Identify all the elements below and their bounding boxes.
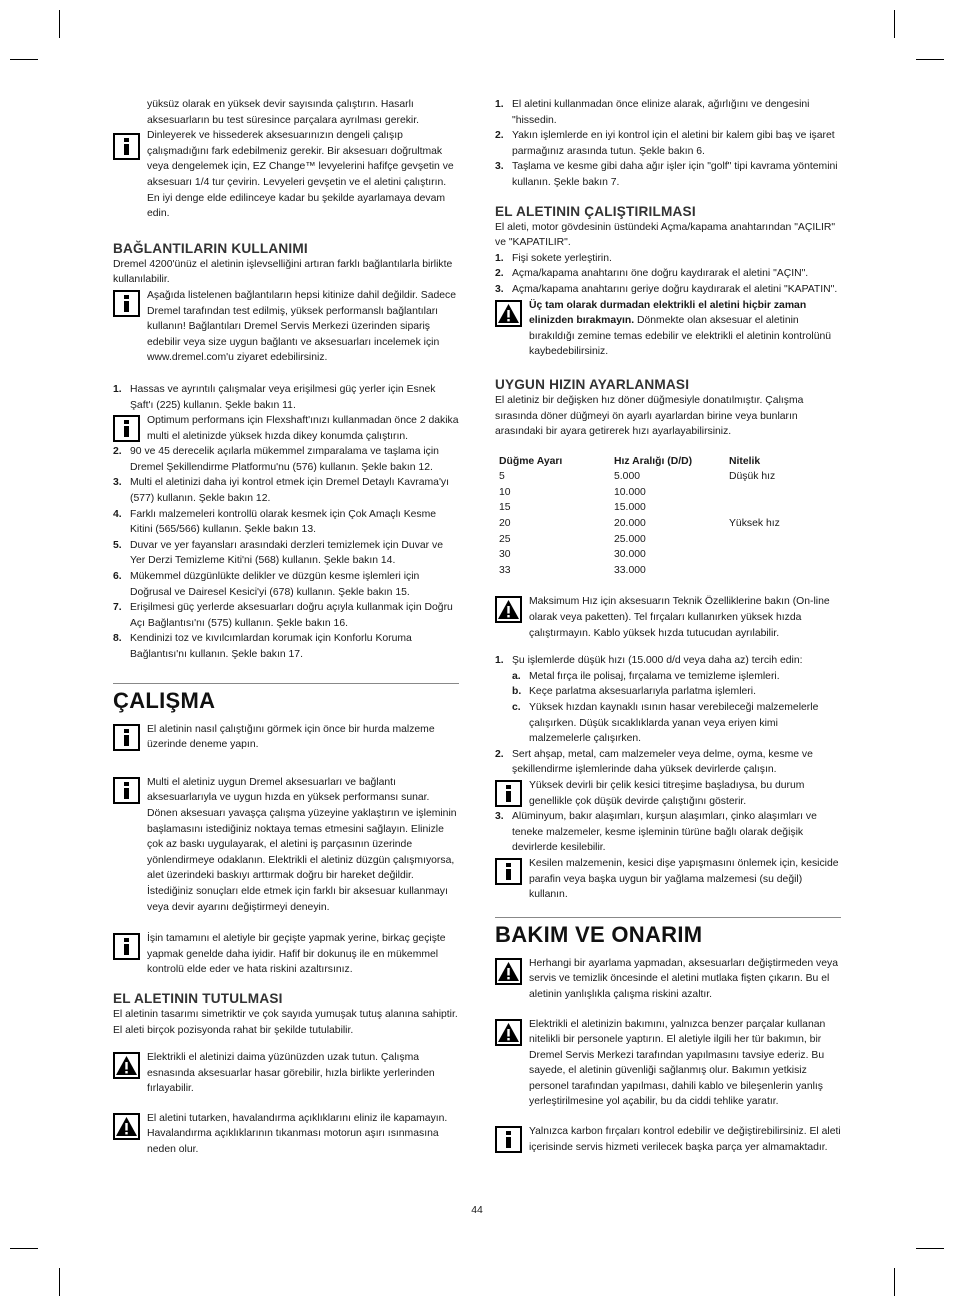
item-number: 3. — [495, 811, 504, 823]
table-cell: 5 — [499, 471, 505, 483]
table-cell: 30 — [499, 549, 511, 561]
info-icon — [113, 933, 140, 960]
list-item — [495, 97, 841, 128]
attachments-info-text: Aşağıda listelenen bağlantıların hepsi kitinize dahil değildir. Sadece Dremel tarafından test edilmiş, yüksek performanslı bağlantıları kullanın! Bağlantıları Dremel Servis Merkezi üzerinden sipariş edebilir veya size uygun bağlantı ve aksesuarları incelemek için www.dremel.com'u ziyaret edebilirsiniz. — [147, 289, 457, 364]
item-number: 3. — [495, 161, 504, 173]
table-row — [495, 500, 841, 516]
list-item — [495, 251, 841, 267]
item-number: 4. — [113, 508, 122, 520]
item-text: Metal fırça ile polisaj, fırçalama ve temizleme işlemleri. — [529, 670, 780, 682]
info-block — [113, 722, 459, 753]
sub-list-item — [495, 669, 841, 685]
info-block — [495, 856, 841, 903]
warning-icon — [495, 300, 522, 327]
item-text: Duvar ve yer fayansları arasındaki derzleri temizlemek için Duvar ve Yer Derzi Temizleme Kiti'ni (568) kullanın. Şekle bakın 14. — [130, 539, 443, 567]
item-number: 1. — [495, 99, 504, 110]
table-cell — [725, 563, 841, 579]
item-number: 3. — [113, 477, 122, 489]
item-text: Keçe parlatma aksesuarlarıyla parlatma işlemleri. — [529, 686, 756, 698]
table-cell — [725, 500, 841, 516]
table-cell: 15.000 — [614, 502, 646, 514]
item-text: Multi el aletinizi daha iyi kontrol etmek için Dremel Detaylı Kavrama'yı (577) kullanın. Şekle bakın 12. — [130, 477, 450, 505]
sub-list-item — [495, 700, 841, 747]
table-header: Nitelik — [729, 455, 761, 467]
list-item — [113, 382, 459, 413]
info-icon — [113, 724, 140, 751]
warning-block — [495, 594, 841, 641]
list-item — [495, 747, 841, 778]
table-cell: 25.000 — [614, 533, 646, 545]
item-text: Erişilmesi güç yerlerde aksesuarları doğru açıyla kullanmak için Doğru Açı Bağlantısı'nı (575) kullanın. Şekle bakın 16. — [130, 602, 453, 629]
warning-icon — [113, 1052, 140, 1079]
item-number: 7. — [113, 602, 122, 614]
item-letter: b. — [512, 686, 522, 698]
item-text: Alüminyum, bakır alaşımları, kurşun alaşımları, çinko alaşımları ve teneke malzemeler, kesme işleminin türüne bağlı olarak değişik devirlerde kesilebilir. — [512, 811, 817, 854]
item-text: Kendinizi toz ve kıvılcımlardan korumak için Konforlu Koruma Bağlantısı'nı kullanın. Şekle bakın 17. — [130, 633, 412, 660]
start-heading: EL ALETININ ÇALIŞTIRILMASI — [495, 203, 696, 219]
crop-mark — [59, 1268, 60, 1296]
speed-list — [495, 653, 841, 669]
info-icon — [113, 415, 140, 442]
warning-block — [495, 956, 841, 1003]
warning-icon — [495, 958, 522, 985]
info-block — [113, 931, 459, 978]
left-column — [113, 97, 459, 1158]
item-text: Şu işlemlerde düşük hızı (15.000 d/d veya daha az) tercih edin: — [512, 655, 803, 667]
info-block — [495, 1124, 841, 1155]
crop-mark — [916, 59, 944, 60]
item-number: 1. — [113, 383, 122, 395]
warning-icon — [495, 1019, 522, 1046]
table-row — [495, 563, 841, 579]
list-item — [495, 653, 841, 669]
start-list — [495, 251, 841, 298]
list-item — [495, 128, 841, 159]
maintenance-warning-1: Herhangi bir ayarlama yapmadan, aksesuarları değiştirmeden veya servis ve temizlik öncesinde el aletini mutlaka fişten çıkarın. Bu el aletinin yanlışlıkla çalışma riskini azaltır. — [529, 957, 838, 1000]
item-number: 8. — [113, 633, 122, 645]
list-item — [113, 475, 459, 506]
speed-list-3 — [495, 809, 841, 856]
crop-mark — [10, 59, 38, 60]
item-text: El aletini kullanmadan önce elinize alarak, ağırlığını ve dengesini "hissedin. — [512, 99, 810, 126]
table-cell: Düşük hız — [729, 471, 776, 483]
list-item — [495, 266, 841, 282]
item-number: 2. — [113, 446, 122, 458]
speed-sub-list — [495, 669, 841, 747]
table-cell: 10 — [499, 486, 511, 498]
operation-heading: ÇALIŞMA — [113, 687, 216, 713]
table-row — [495, 532, 841, 548]
crop-mark — [894, 10, 895, 38]
table-row — [495, 516, 841, 532]
start-warning-rest: Dönmekte olan aksesuar el aletinin bırakıldığı zemine temas edebilir ve elektrikli el aletinin kontrolünü kaybedebilirsiniz. — [529, 315, 832, 358]
table-cell: 20.000 — [614, 518, 646, 530]
attachments-list-continued — [113, 444, 459, 662]
maintenance-info: Yalnızca karbon fırçaları kontrol edebilir ve değiştirebilirsiniz. El aleti içerisinde servis hizmeti verilecek başka parça yer almamaktadır. — [529, 1126, 841, 1153]
item-text: Farklı malzemeleri kontrollü olarak kesmek için Çok Amaçlı Kesme Kitini (565/566) kullanın. Şekle bakın 13. — [130, 508, 437, 536]
speed-table — [495, 454, 841, 579]
crop-mark — [10, 1248, 38, 1249]
crop-mark — [916, 1248, 944, 1249]
sub-list-item — [495, 684, 841, 700]
info-block — [113, 775, 459, 915]
table-cell: 20 — [499, 518, 511, 530]
warning-block — [495, 298, 841, 360]
item-text: Yüksek hızdan kaynaklı ısının hasar verebileceği malzemelerle çalışırken. Düşük sıcaklıklarda yanan veya eriyen kimi malzemelerle çalışırken. — [529, 702, 819, 745]
table-cell: 33 — [499, 564, 511, 576]
item-text: 90 ve 45 derecelik açılarla mükemmel zımparalama ve taşlama için Dremel Şekillendirme Platformu'nu (576) kullanın. Şekle bakın 12. — [130, 446, 439, 473]
info-block — [495, 778, 841, 809]
table-cell: 15 — [499, 502, 511, 514]
speed-heading: UYGUN HIZIN AYARLANMASI — [495, 376, 690, 392]
list-item — [495, 282, 841, 298]
holding-text: El aletinin tasarımı simetriktir ve çok sayıda yumuşak tutuş alanına sahiptir. El aleti birçok pozisyonda rahat bir şekilde tutulabilir. — [113, 1008, 458, 1036]
table-cell: 25 — [499, 533, 511, 545]
start-text: El aleti, motor gövdesinin üstündeki Açma/kapama anahtarından "AÇILIR" ve "KAPATILIR". — [495, 221, 836, 249]
item-text: Sert ahşap, metal, cam malzemeler veya delme, oyma, kesme ve şekillendirme işlemlerinde daha yüksek devirlerde çalışın. — [512, 748, 813, 776]
info-icon — [113, 133, 140, 160]
list-item — [495, 159, 841, 190]
item3-info: Kesilen malzemenin, kesici dişe yapışmasını önlemek için, kesicide parafin veya başka uygun bir yağlama malzemesi (su değil) kullanın. — [529, 857, 839, 901]
operation-info-1: El aletinin nasıl çalıştığını görmek için önce bir hurda malzeme üzerinde deneme yapın. — [147, 723, 435, 751]
item-number: 2. — [495, 748, 504, 760]
holding-list — [495, 97, 841, 191]
item-number: 1. — [495, 252, 504, 264]
table-row — [495, 485, 841, 501]
item-letter: a. — [512, 670, 521, 682]
item-number: 2. — [495, 268, 504, 280]
table-cell — [725, 532, 841, 548]
speed-list-2 — [495, 747, 841, 778]
item-text: Hassas ve ayrıntılı çalışmalar veya erişilmesi güç yerler için Esnek Şaft'ı (225) kullanın. Şekle bakın 11. — [130, 383, 436, 411]
list-item — [495, 809, 841, 856]
table-cell: 30.000 — [614, 549, 646, 561]
warning-block — [113, 1050, 459, 1097]
item-text: Açma/kapama anahtarını öne doğru kaydırarak el aletini "AÇIN". — [512, 268, 809, 280]
warning-icon — [113, 1113, 140, 1140]
table-cell — [725, 547, 841, 563]
item-number: 1. — [495, 655, 504, 667]
item-number: 3. — [495, 283, 504, 295]
list-item — [113, 444, 459, 475]
operation-info-3: İşin tamamını el aletiyle bir geçişte yapmak yerine, birkaç geçişte yapmak genelde daha iyidir. Hafif bir dokunuş ile en mükemmel kontrolü elde eder ve hata riskini azaltırsınız. — [147, 933, 446, 976]
holding-warning-1: Elektrikli el aletinizi daima yüzünüzden uzak tutun. Çalışma esnasında aksesuarlar hasar görebilir, hızla birlikte yerlerinden fırlayabilir. — [147, 1052, 435, 1095]
crop-mark — [59, 10, 60, 38]
table-row — [495, 547, 841, 563]
speed-warning: Maksimum Hız için aksesuarın Teknik Özelliklerine bakın (On-line olarak veya paketten). Tel fırçaları kullanırken yüksek hızda çalıştırmayın. Kablo yüksek hızda tutucudan ayrılabilir. — [529, 596, 830, 639]
start-warning-bold: Üç tam olarak durmadan elektrikli el aletini hiçbir zaman elinizden bırakmayın. — [529, 299, 807, 327]
warning-block — [113, 1111, 459, 1158]
right-column — [495, 97, 841, 1155]
list-item — [113, 569, 459, 600]
info-block — [113, 413, 459, 444]
maintenance-warning-2: Elektrikli el aletinizin bakımını, yalnızca benzer parçalar kullanan nitelikli bir personele yaptırın. El aletiyle ilgili her tür bakımın, bir Dremel Servis Merkezi tarafından yapılmasını tavsiye ederiz. Bu sayede, el aletinin güvenliği sağlanmış olur. Bakımın yetkisiz personel tarafından yapılması, dahili kablo ve bileşenlerin yanlış yerleştirilmesine yol açabilir, bu da ciddi tehlike yaratır. — [529, 1018, 826, 1108]
info-icon — [113, 290, 140, 317]
item-text: Yakın işlemlerde en iyi kontrol için el aletini bir kalem gibi baş ve işaret parmağınız arasında tutun. Şekle bakın 6. — [512, 130, 835, 157]
warning-icon — [495, 596, 522, 623]
info-block — [113, 97, 459, 222]
attachments-heading: BAĞLANTILARIN KULLANIMI — [113, 240, 308, 256]
item2-info: Yüksek devirli bir çelik kesici titreşime başladıysa, bu durum genellikle çok düşük devirde çalıştığını gösterir. — [529, 779, 805, 807]
list-item — [113, 538, 459, 569]
item-number: 5. — [113, 539, 122, 551]
maintenance-heading: BAKIM VE ONARIM — [495, 921, 703, 947]
speed-text: El aletiniz bir değişken hız döner düğmesiyle donatılmıştır. Çalışma sırasında döner düğmeyi ön ayarlı ayarlardan birine veya bunların arasındaki bir ayara getirerek hızı ayarlayabilirsiniz. — [495, 394, 804, 438]
table-cell: 5.000 — [614, 471, 641, 483]
table-header: Hız Aralığı (D/D) — [614, 455, 693, 467]
info-icon — [495, 858, 522, 885]
info-icon — [113, 777, 140, 804]
warning-block — [495, 1017, 841, 1111]
page-number: 44 — [471, 1205, 483, 1216]
list-item — [113, 600, 459, 631]
table-cell: 10.000 — [614, 486, 646, 498]
list-item — [113, 507, 459, 538]
item-text: Mükemmel düzgünlükte delikler ve düzgün kesme işlemleri için Doğrusal ve Dairesel Kesici'yi (678) kullanın. Şekle bakın 15. — [130, 571, 420, 598]
item-text: Fişi sokete yerleştirin. — [512, 252, 612, 264]
intro-info-text: yüksüz olarak en yüksek devir sayısında çalıştırın. Hasarlı aksesuarların bu test süresince parçalara ayrılması gerekir. Dinleyerek ve hissederek aksesuarınızın dengeli çalışıp çalışmadığını fark edebilmeniz gerekir. Bir aksesuarı doğrultmak veya dengelemek için, EZ Change™ levyelerini hafifçe gevşetin ve aksesuarı 1/4 tur çevirin. Levyeleri gevşetin ve el aletini çalıştırın. En iyi denge elde edilinceye kadar bu şekilde ayarlamaya devam edin. — [147, 99, 454, 220]
item-number: 2. — [495, 130, 504, 142]
item-text: Açma/kapama anahtarını geriye doğru kaydırarak el aletini "KAPATIN". — [512, 283, 838, 295]
list-item — [113, 631, 459, 662]
table-row — [495, 469, 841, 485]
table-cell — [725, 485, 841, 501]
table-cell: Yüksek hız — [729, 518, 780, 530]
info-icon — [495, 780, 522, 807]
attachments-text: Dremel 4200'ünüz el aletinin işlevselliğini artıran farklı bağlantılarla birlikte kullanılabilir. — [113, 258, 453, 286]
attachments-list — [113, 382, 459, 413]
info-block — [113, 288, 459, 366]
flexshaft-info-text: Optimum performans için Flexshaft'ınızı kullanmadan önce 2 dakika multi el aletinizde yüksek hızda dikey konumda çalıştırın. — [147, 415, 459, 442]
item-number: 6. — [113, 571, 122, 583]
item-letter: c. — [512, 702, 521, 713]
item-text: Taşlama ve kesme gibi daha ağır işler için "golf" tipi kavrama yöntemini kullanın. Şekle bakın 7. — [512, 161, 838, 188]
table-header: Düğme Ayarı — [499, 455, 563, 467]
operation-info-2: Multi el aletiniz uygun Dremel aksesuarları ve bağlantı aksesuarlarıyla ve uygun hızda en yüksek performansı sunar. Dönen aksesuarı yavaşça çalışma yüzeyine yaklaştırın ve işleminin başlamasını istediğiniz noktaya temas etmesini sağlayın. Elinizle çok az baskı uygulayarak, el aletini iş parçasının üzerinde yönlendirmeye odaklanın. Elektrikli el aletiniz düzgün çalışmıyorsa, alet üzerindeki baskıyı arttırmak doğru bir hareket değildir. İstediğiniz sonuçları elde etmek için farklı bir aksesuar kullanmayı veya devir ayarını değiştirmeyi deneyin. — [147, 776, 457, 913]
info-icon — [495, 1126, 522, 1153]
table-header-row — [495, 454, 841, 470]
holding-heading: EL ALETININ TUTULMASI — [113, 990, 283, 1006]
crop-mark — [894, 1268, 895, 1296]
start-warning — [529, 298, 841, 360]
holding-warning-2: El aletini tutarken, havalandırma açıklıklarını eliniz ile kapamayın. Havalandırma açıklıklarının tıkanması motorun aşırı ısınmasına neden olur. — [147, 1112, 448, 1156]
table-cell: 33.000 — [614, 564, 646, 576]
